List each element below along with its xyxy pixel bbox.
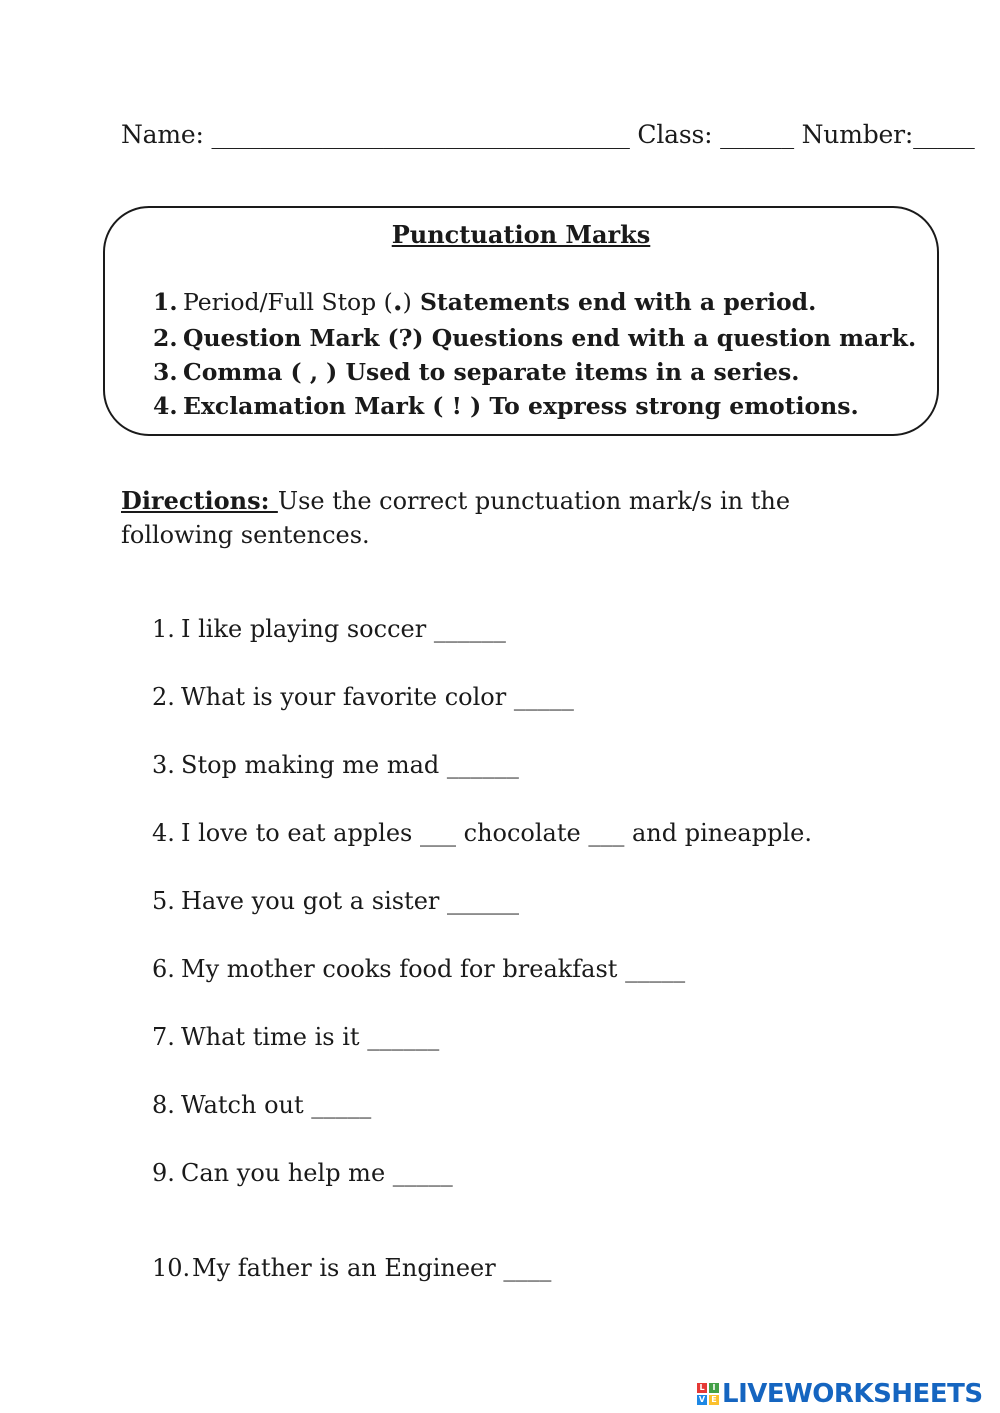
directions-label: Directions: (121, 486, 278, 515)
question-item[interactable] (152, 955, 685, 983)
rule-text: Comma ( , ) Used to separate items in a series. (183, 358, 800, 386)
question-number: 10. (152, 1254, 191, 1282)
question-number: 6. (152, 955, 175, 983)
question-text: What is your favorite color _____ (181, 683, 574, 711)
student-info-header (121, 120, 975, 149)
rule-mark-name: Period/Full Stop ( (183, 288, 393, 316)
rule-number: 3. (153, 358, 178, 386)
question-item[interactable] (152, 1023, 439, 1051)
rule-item (153, 284, 916, 324)
directions (121, 484, 881, 552)
rule-number: 1. (153, 288, 178, 316)
name-label: Name: (121, 120, 212, 149)
question-number: 1. (152, 615, 175, 643)
logo-letter: I (709, 1383, 719, 1393)
question-text: What time is it ______ (181, 1023, 440, 1051)
punctuation-rules-box (103, 206, 939, 436)
rule-description: Statements end with a period. (411, 288, 817, 316)
logo-letter: L (697, 1383, 707, 1393)
question-text: Watch out _____ (181, 1091, 372, 1119)
rule-item (153, 324, 916, 358)
question-item[interactable] (152, 819, 812, 847)
rule-number: 4. (153, 392, 178, 420)
rule-text: Question Mark (?) Questions end with a question mark. (183, 324, 917, 352)
rule-number: 2. (153, 324, 178, 352)
box-title: Punctuation Marks (391, 220, 651, 249)
question-text: My mother cooks food for breakfast _____ (181, 955, 686, 983)
question-item[interactable] (152, 683, 574, 711)
rule-mark-close: ) (402, 288, 412, 316)
question-item[interactable] (152, 1159, 453, 1187)
question-number: 4. (152, 819, 175, 847)
class-field[interactable]: ______ (720, 120, 794, 149)
class-label: Class: (629, 120, 721, 149)
question-number: 3. (152, 751, 175, 779)
rules-list (153, 284, 916, 426)
question-item[interactable] (152, 1254, 551, 1282)
liveworksheets-logo (697, 1377, 983, 1411)
rule-text: Exclamation Mark ( ! ) To express strong emotions. (183, 392, 859, 420)
rule-item (153, 358, 916, 392)
question-text: Stop making me mad ______ (181, 751, 519, 779)
question-number: 2. (152, 683, 175, 711)
question-text: Have you got a sister ______ (181, 887, 520, 915)
question-number: 9. (152, 1159, 175, 1187)
question-number: 7. (152, 1023, 175, 1051)
question-item[interactable] (152, 887, 519, 915)
question-number: 5. (152, 887, 175, 915)
number-label: Number: (793, 120, 914, 149)
directions-text: Use the correct punctuation mark/s in the following sentences. (121, 487, 791, 549)
name-field[interactable]: __________________________________ (211, 120, 630, 149)
logo-letter: E (709, 1395, 719, 1405)
question-item[interactable] (152, 615, 506, 643)
question-item[interactable] (152, 751, 519, 779)
rule-item (153, 392, 916, 426)
question-item[interactable] (152, 1091, 371, 1119)
question-number: 8. (152, 1091, 175, 1119)
rule-mark-symbol: . (392, 284, 403, 317)
question-text: I like playing soccer ______ (181, 615, 506, 643)
logo-letter: V (698, 1395, 706, 1404)
question-text: I love to eat apples ___ chocolate ___ and pineapple. (181, 819, 812, 847)
logo-mark-icon (697, 1383, 719, 1405)
logo-text: LIVEWORKSHEETS (722, 1379, 983, 1409)
number-field[interactable]: _____ (913, 120, 975, 149)
question-text: Can you help me _____ (181, 1159, 453, 1187)
question-text: My father is an Engineer ____ (192, 1254, 552, 1282)
